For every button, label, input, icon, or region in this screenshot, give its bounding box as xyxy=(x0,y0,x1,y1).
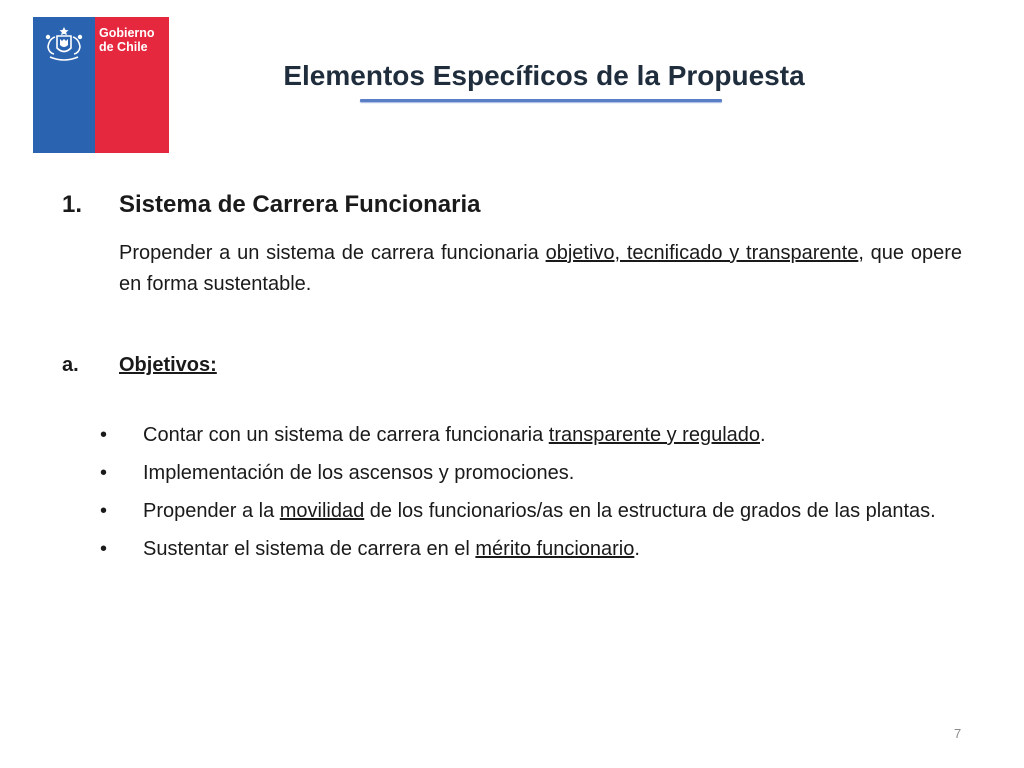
bullet-text: Implementación de los ascensos y promociones. xyxy=(143,462,575,484)
bullet-text-end: de los funcionarios/as en la estructura de grados de las plantas. xyxy=(364,500,936,522)
objectives-list xyxy=(100,420,962,572)
bullet-text-end: . xyxy=(760,424,766,446)
bullet-icon: • xyxy=(100,462,108,484)
logo-line-2: de Chile xyxy=(99,40,148,54)
list-item xyxy=(100,534,962,565)
page-number: 7 xyxy=(954,726,962,741)
bullet-text: Sustentar el sistema de carrera en el xyxy=(143,538,476,560)
bullet-icon: • xyxy=(100,538,108,560)
bullet-underlined: movilidad xyxy=(279,500,365,522)
bullet-text: Contar con un sistema de carrera funcionaria xyxy=(143,424,549,446)
subsection-label: a. xyxy=(62,354,79,376)
bullet-underlined: mérito funcionario xyxy=(475,538,635,560)
bullet-underlined: transparente y regulado xyxy=(548,424,761,446)
section-heading: Sistema de Carrera Funcionaria xyxy=(119,191,481,218)
list-item xyxy=(100,496,962,527)
list-item xyxy=(100,458,962,489)
list-item xyxy=(100,420,962,451)
bullet-text-end: . xyxy=(634,538,640,560)
subsection-heading: Objetivos: xyxy=(119,354,217,376)
title-underline xyxy=(360,99,722,102)
bullet-icon: • xyxy=(100,424,108,446)
intro-text-1: Propender a un sistema de carrera funcionaria xyxy=(119,242,546,264)
bullet-icon: • xyxy=(100,500,108,522)
section-number: 1. xyxy=(62,191,83,218)
intro-underlined: objetivo, tecnificado y transparente xyxy=(545,242,859,264)
slide-title: Elementos Específicos de la Propuesta xyxy=(283,60,805,91)
intro-paragraph xyxy=(119,238,962,300)
bullet-text: Propender a la xyxy=(143,500,280,522)
logo-text xyxy=(99,26,155,54)
logo-line-1: Gobierno xyxy=(99,26,155,40)
intro-text-2: , que opere en forma sustentable. xyxy=(119,242,962,295)
